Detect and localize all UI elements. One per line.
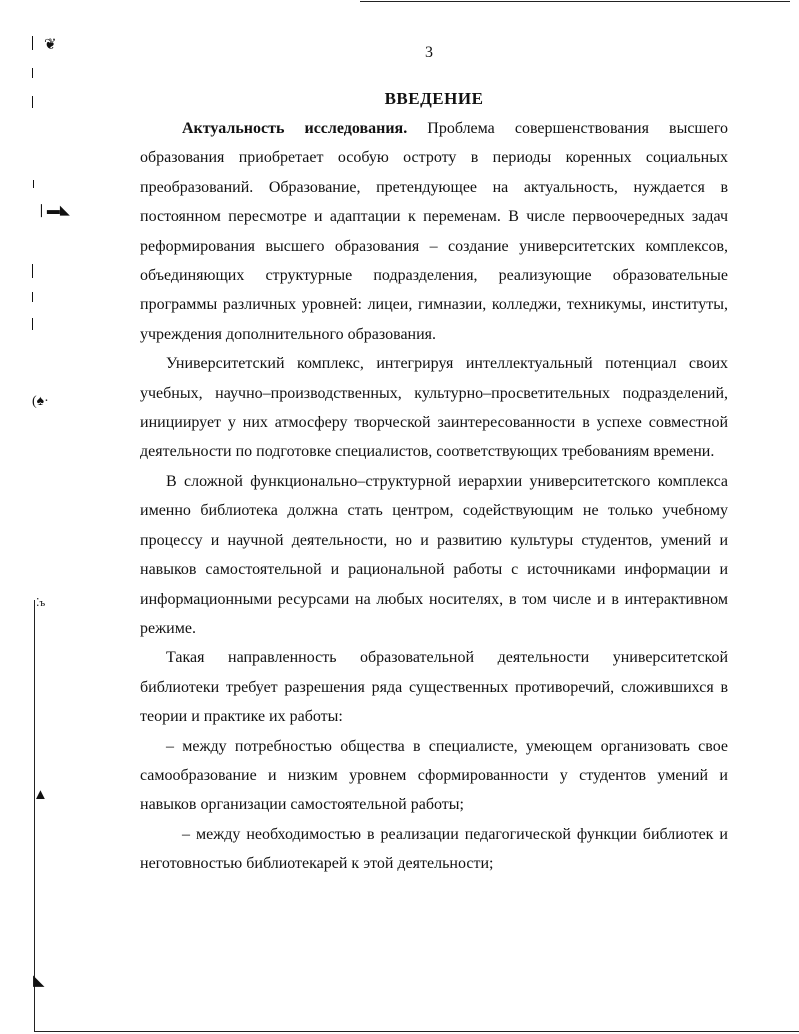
margin-blot: ▲: [33, 787, 48, 803]
list-item: [140, 732, 728, 820]
paragraph: [140, 467, 728, 643]
margin-speck: [32, 68, 33, 78]
paragraph-text: В сложной функционально–структурной иерархии университетского комплекса именно библиотека должна стать центром, содействующим не только учебному процессу и научной деятельности, но и развитию культуры студентов, умений и навыков самостоятельной и рациональной работы с источниками информации и информационными ресурсами на любых носителях, в том числе и в интерактивном режиме.: [140, 472, 728, 637]
paragraph-text: Такая направленность образовательной деятельности университетской библиотеки требует разрешения ряда существенных противоречий, сложившихся в теории и практике их работы:: [140, 649, 728, 726]
paragraph: [140, 349, 728, 467]
body-text: [140, 114, 728, 879]
margin-blot: (♠·: [32, 394, 49, 409]
paragraph-lead: Актуальность исследования.: [182, 120, 408, 137]
margin-speck: [33, 180, 34, 188]
bottom-edge-rule: [34, 1031, 799, 1032]
paragraph-text: – между необходимостью в реализации педагогической функции библиотек и неготовностью библиотекарей к этой деятельности;: [140, 825, 728, 873]
paragraph: [140, 114, 728, 349]
margin-speck: [32, 264, 33, 278]
top-edge-rule: [360, 1, 790, 2]
margin-blot: ❦: [44, 37, 57, 53]
paragraph-text: Проблема совершенствования высшего образования приобретает особую остроту в периоды коренных социальных преобразований. Образование, претендующее на актуальность, нуждается в постоянном пересмотре и адаптации к переменам. В числе первоочередных задач реформирования высшего образования – создание университетских комплексов, объединяющих структурные подразделения, реализующие образовательные программы различных уровней: лицеи, гимназии, колледжи, техникумы, институты, учреждения дополнительного образования.: [140, 120, 729, 343]
margin-blot: ❘▬◣: [36, 202, 70, 217]
margin-speck: [32, 292, 33, 302]
page-number: 3: [425, 44, 433, 61]
margin-blot: ◣: [33, 973, 45, 989]
margin-speck: [32, 318, 33, 330]
left-edge-rule: [34, 600, 35, 1032]
paragraph-text: Университетский комплекс, интегрируя интеллектуальный потенциал своих учебных, научно–производственных, культурно–просветительных подразделений, инициирует у них атмосферу творческой заинтересованности в успехе совместной деятельности по подготовке специалистов, соответствующих требованиям времени.: [140, 355, 728, 461]
page-title: ВВЕДЕНИЕ: [384, 89, 484, 108]
margin-blot: ⁚ъ: [36, 597, 46, 609]
list-item: [140, 820, 728, 879]
paragraph: [140, 643, 728, 731]
margin-speck: [32, 96, 33, 108]
paragraph-text: – между потребностью общества в специалисте, умеющем организовать свое самообразование и низким уровнем сформированности у студентов умений и навыков организации самостоятельной работы;: [140, 737, 728, 814]
